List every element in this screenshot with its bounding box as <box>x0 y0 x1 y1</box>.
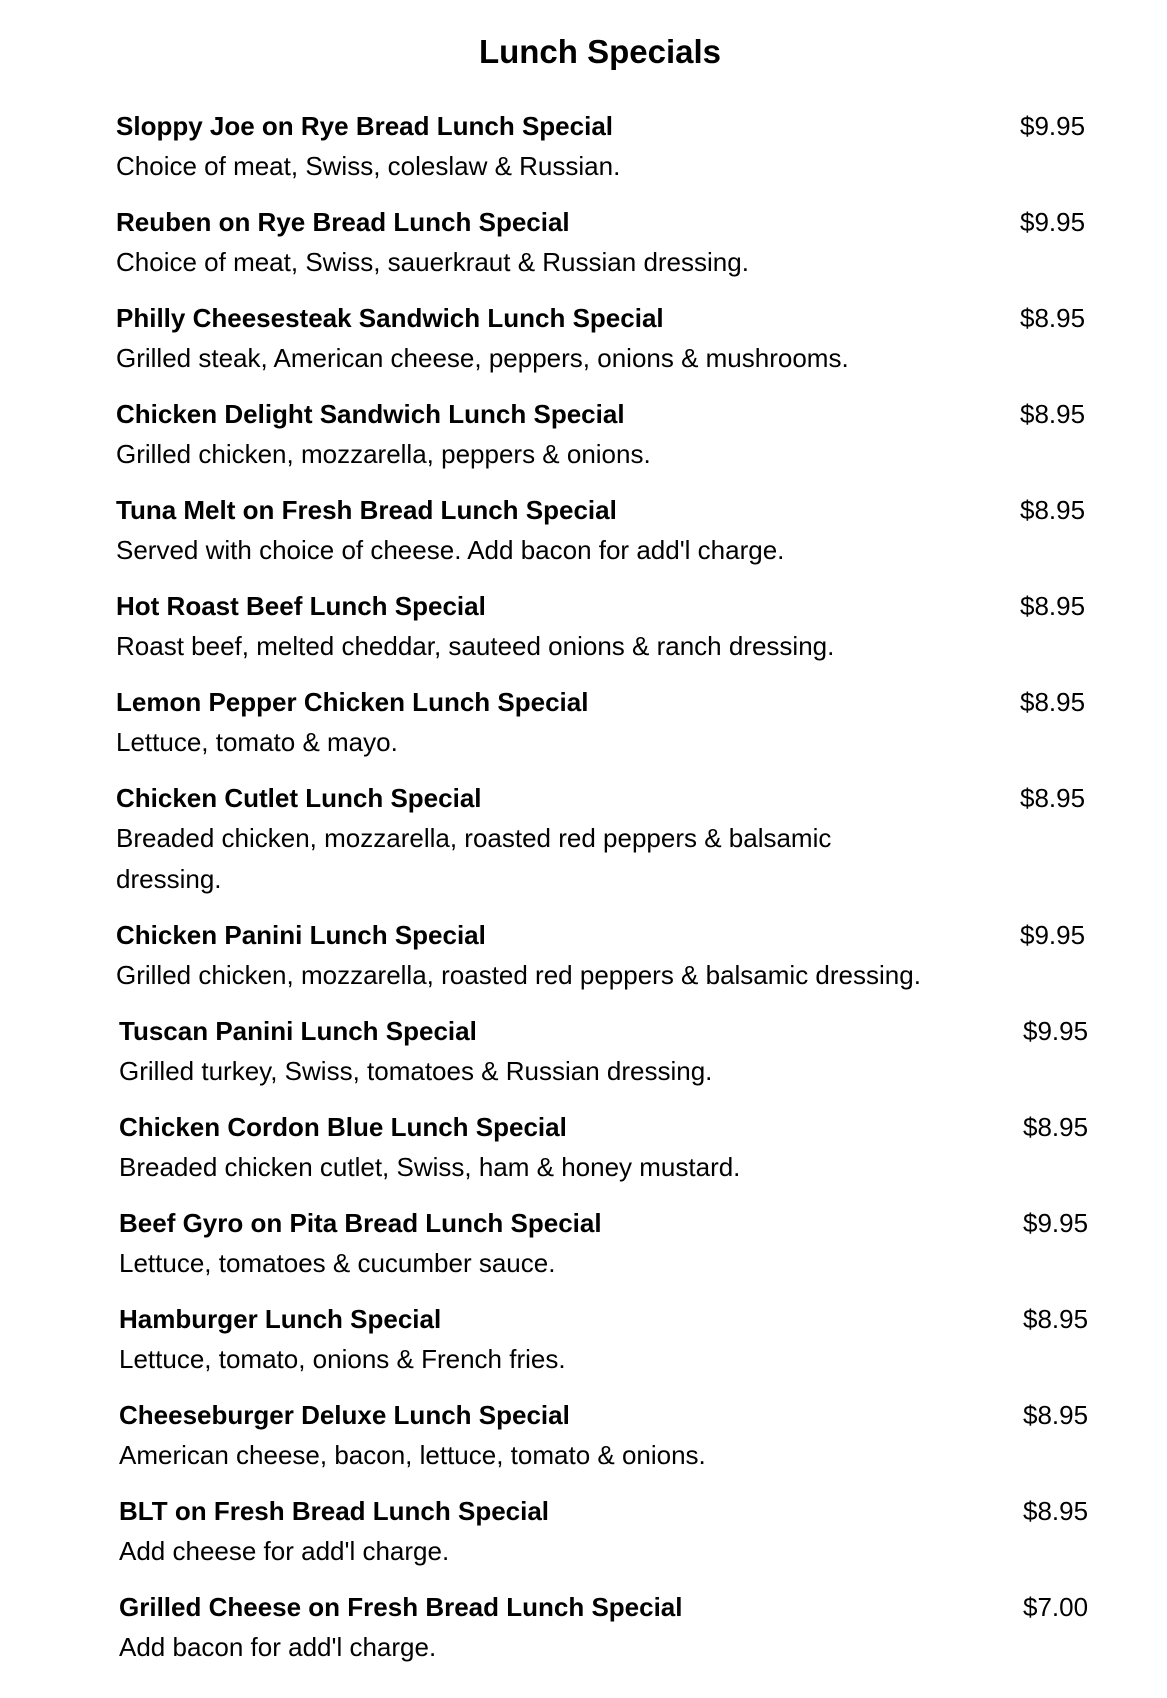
menu-item <box>0 682 1167 763</box>
item-price: $8.95 <box>1023 1496 1089 1526</box>
item-description: Lettuce, tomato & mayo. <box>116 727 398 757</box>
item-price: $8.95 <box>1023 1400 1089 1430</box>
item-name: Chicken Delight Sandwich Lunch Special <box>116 399 625 429</box>
item-price: $8.95 <box>1020 495 1086 525</box>
menu-item <box>3 1107 1167 1188</box>
menu-item <box>0 394 1167 475</box>
item-price: $9.95 <box>1020 207 1086 237</box>
item-description: American cheese, bacon, lettuce, tomato & onions. <box>119 1440 706 1470</box>
item-price: $8.95 <box>1020 783 1086 813</box>
menu-item <box>0 586 1167 667</box>
menu-item <box>0 490 1167 571</box>
item-name: BLT on Fresh Bread Lunch Special <box>119 1496 550 1526</box>
item-name: Philly Cheesesteak Sandwich Lunch Special <box>116 303 664 333</box>
item-name: Grilled Cheese on Fresh Bread Lunch Special <box>119 1592 683 1622</box>
item-name: Tuna Melt on Fresh Bread Lunch Special <box>116 495 617 525</box>
item-price: $7.00 <box>1023 1592 1089 1622</box>
item-price: $8.95 <box>1020 303 1086 333</box>
item-name: Hamburger Lunch Special <box>119 1304 442 1334</box>
menu-item <box>3 1011 1167 1092</box>
item-description: Grilled chicken, mozzarella, roasted red peppers & balsamic dressing. <box>116 960 921 990</box>
menu-item <box>0 778 1167 900</box>
item-description: Roast beef, melted cheddar, sauteed onions & ranch dressing. <box>116 631 835 661</box>
item-name: Beef Gyro on Pita Bread Lunch Special <box>119 1208 602 1238</box>
item-price: $8.95 <box>1020 687 1086 717</box>
menu-item <box>0 915 1167 996</box>
item-description: Lettuce, tomatoes & cucumber sauce. <box>119 1248 556 1278</box>
item-description: Grilled turkey, Swiss, tomatoes & Russian dressing. <box>119 1056 713 1086</box>
item-price: $9.95 <box>1020 111 1086 141</box>
item-name: Chicken Cutlet Lunch Special <box>116 783 482 813</box>
item-price: $8.95 <box>1020 591 1086 621</box>
menu-item <box>3 1299 1167 1380</box>
item-name: Chicken Cordon Blue Lunch Special <box>119 1112 567 1142</box>
item-description: Grilled chicken, mozzarella, peppers & onions. <box>116 439 651 469</box>
item-price: $8.95 <box>1023 1304 1089 1334</box>
item-name: Tuscan Panini Lunch Special <box>119 1016 477 1046</box>
item-description: Add cheese for add'l charge. <box>119 1536 450 1566</box>
item-name: Lemon Pepper Chicken Lunch Special <box>116 687 589 717</box>
item-name: Reuben on Rye Bread Lunch Special <box>116 207 570 237</box>
item-name: Chicken Panini Lunch Special <box>116 920 486 950</box>
menu-item <box>3 1587 1167 1668</box>
item-price: $8.95 <box>1020 399 1086 429</box>
menu-item <box>3 1203 1167 1284</box>
menu-item <box>3 1491 1167 1572</box>
item-description: Breaded chicken cutlet, Swiss, ham & honey mustard. <box>119 1152 741 1182</box>
item-price: $9.95 <box>1020 920 1086 950</box>
menu-item <box>0 298 1167 379</box>
menu-item <box>0 202 1167 283</box>
item-description: Grilled steak, American cheese, peppers, onions & mushrooms. <box>116 343 849 373</box>
item-description: Breaded chicken, mozzarella, roasted red peppers & balsamic dressing. <box>116 823 832 894</box>
item-name: Hot Roast Beef Lunch Special <box>116 591 486 621</box>
item-price: $8.95 <box>1023 1112 1089 1142</box>
menu-item <box>0 106 1167 187</box>
item-description: Choice of meat, Swiss, coleslaw & Russian. <box>116 151 621 181</box>
item-description: Served with choice of cheese. Add bacon for add'l charge. <box>116 535 785 565</box>
page-title: Lunch Specials <box>478 33 722 70</box>
item-price: $9.95 <box>1023 1016 1089 1046</box>
item-price: $9.95 <box>1023 1208 1089 1238</box>
item-description: Choice of meat, Swiss, sauerkraut & Russian dressing. <box>116 247 749 277</box>
menu-list <box>0 106 1167 1683</box>
item-name: Cheeseburger Deluxe Lunch Special <box>119 1400 570 1430</box>
item-description: Lettuce, tomato, onions & French fries. <box>119 1344 566 1374</box>
item-name: Sloppy Joe on Rye Bread Lunch Special <box>116 111 614 141</box>
item-description: Add bacon for add'l charge. <box>119 1632 437 1662</box>
menu-item <box>3 1395 1167 1476</box>
